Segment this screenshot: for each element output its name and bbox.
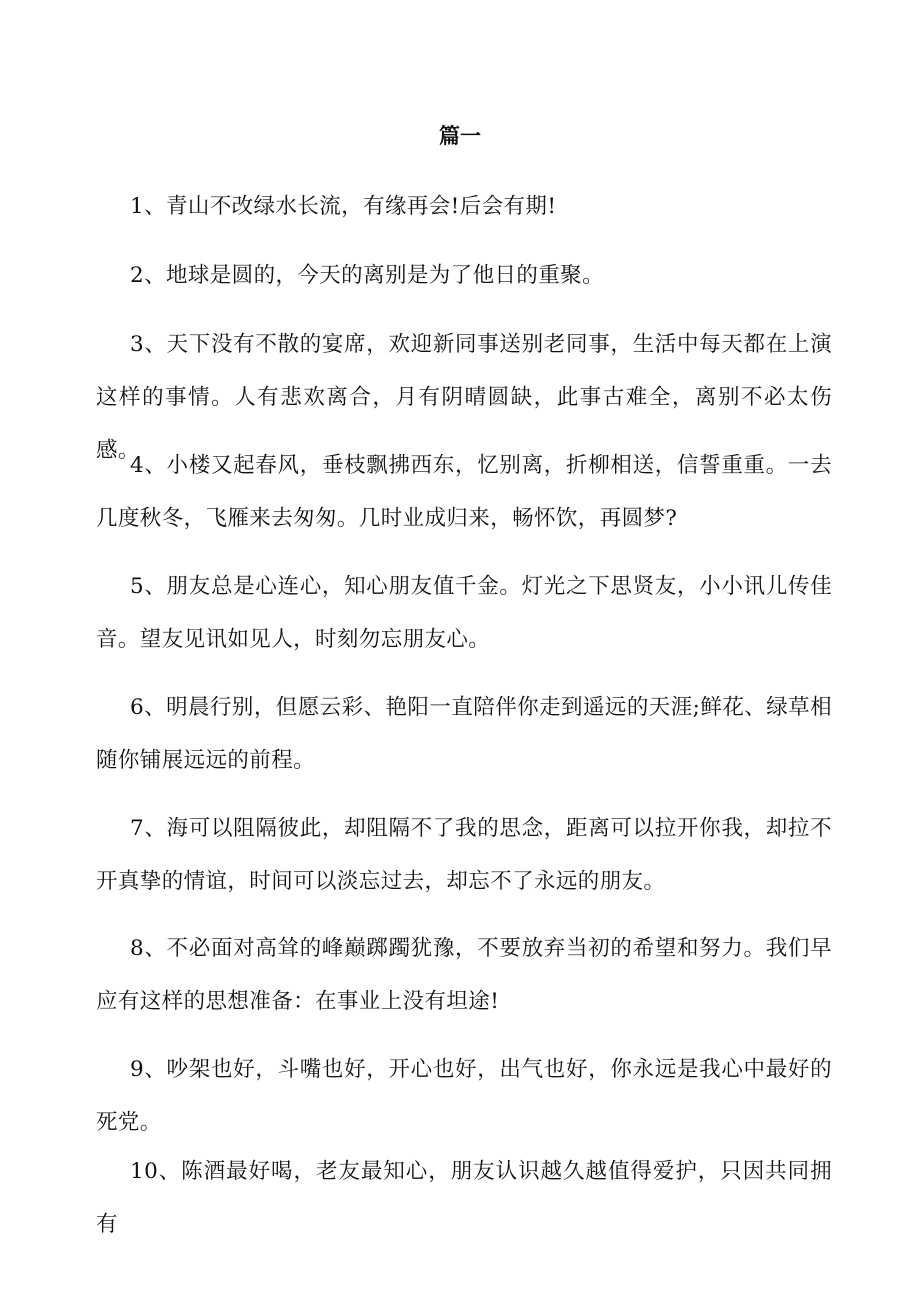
paragraph-3: 3、天下没有不散的宴席，欢迎新同事送别老同事，生活中每天都在上演这样的事情。人有悲欢离合，月有阴晴圆缺，此事古难全，离别不必太伤感。 — [96, 332, 832, 463]
document-title: 篇一 — [439, 123, 481, 148]
paragraph-6: 6、明晨行别，但愿云彩、艳阳一直陪伴你走到遥远的天涯;鲜花、绿草相随你铺展远远的前程。 — [96, 695, 832, 773]
paragraph-7: 7、海可以阻隔彼此，却阻隔不了我的思念，距离可以拉开你我，却拉不开真挚的情谊，时间可以淡忘过去，却忘不了永远的朋友。 — [96, 816, 832, 894]
paragraph-2: 2、地球是圆的，今天的离别是为了他日的重聚。 — [130, 263, 604, 288]
paragraph-8: 8、不必面对高耸的峰巅踯躅犹豫，不要放弃当初的希望和努力。我们早应有这样的思想准备：在事业上没有坦途! — [96, 936, 832, 1014]
paragraph-4: 4、小楼又起春风，垂枝飘拂西东，忆别离，折柳相送，信誓重重。一去几度秋冬，飞雁来去匆匆。几时业成归来，畅怀饮，再圆梦? — [96, 453, 832, 531]
paragraph-10: 10、陈酒最好喝，老友最知心，朋友认识越久越值得爱护，只因共同拥有 — [96, 1159, 832, 1237]
paragraph-9: 9、吵架也好，斗嘴也好，开心也好，出气也好，你永远是我心中最好的死党。 — [96, 1057, 832, 1135]
paragraph-5: 5、朋友总是心连心，知心朋友值千金。灯光之下思贤友，小小讯儿传佳音。望友见讯如见人，时刻勿忘朋友心。 — [96, 574, 832, 652]
paragraph-1: 1、青山不改绿水长流，有缘再会!后会有期! — [130, 194, 557, 219]
